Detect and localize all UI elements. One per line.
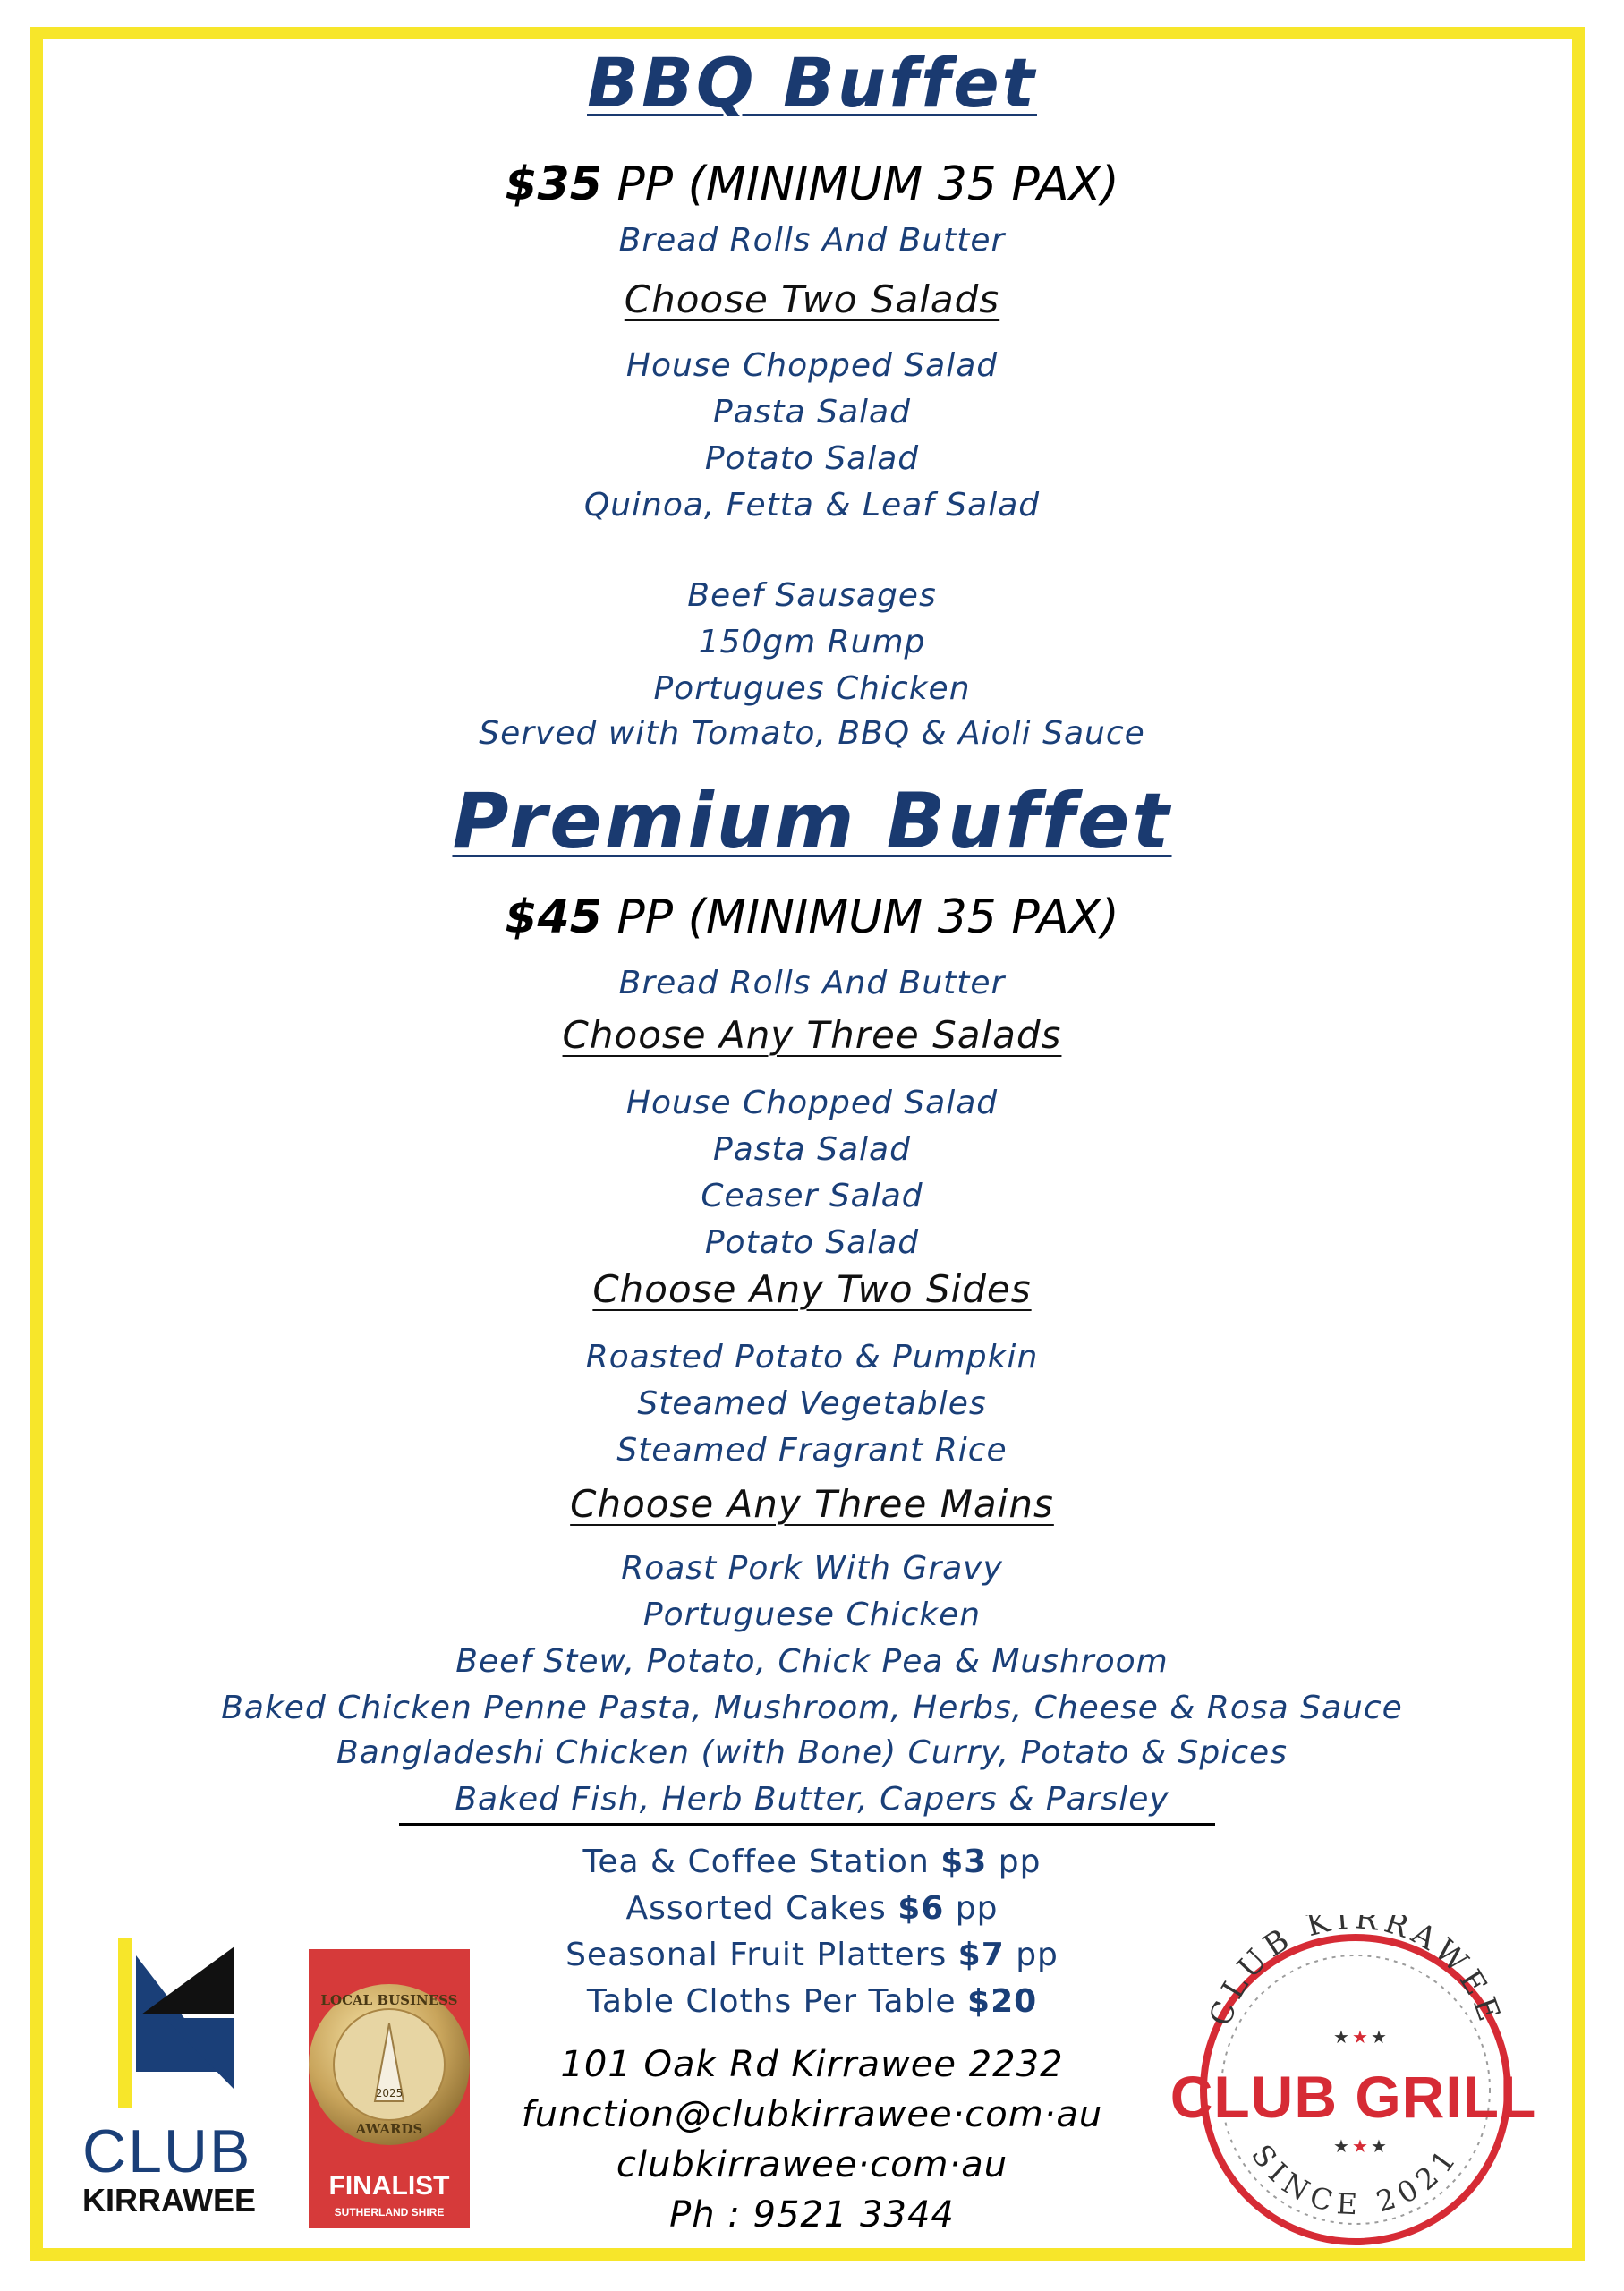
premium-salad-item: Ceaser Salad — [701, 1178, 923, 1214]
premium-salads-heading: Choose Any Three Salads — [562, 1013, 1062, 1057]
contact-email[interactable]: function@clubkirrawee·com·au — [521, 2094, 1103, 2135]
svg-text:★: ★ — [1371, 2026, 1387, 2048]
award-finalist-text: FINALIST — [328, 2171, 450, 2201]
grill-arc-top-text: CLUB KIRRAWEE — [1202, 1915, 1509, 2031]
club-grill-name: CLUB GRILL — [1169, 2064, 1537, 2130]
premium-sides-heading: Choose Any Two Sides — [592, 1267, 1032, 1311]
premium-main-item: Baked Chicken Penne Pasta, Mushroom, Herbs, Cheese & Rosa Sauce — [221, 1690, 1403, 1726]
premium-side-item: Steamed Vegetables — [637, 1385, 987, 1422]
premium-side-item: Roasted Potato & Pumpkin — [585, 1339, 1039, 1375]
extra-item: Table Cloths Per Table $20 — [586, 1983, 1038, 2020]
premium-side-item: Steamed Fragrant Rice — [616, 1432, 1008, 1469]
premium-main-item: Beef Stew, Potato, Chick Pea & Mushroom — [455, 1643, 1169, 1680]
bbq-bread: Bread Rolls And Butter — [618, 222, 1006, 259]
svg-text:CLUB KIRRAWEE — [1203, 1915, 1509, 2031]
award-badge — [309, 1949, 470, 2228]
bbq-salad-item: Potato Salad — [704, 440, 920, 477]
premium-main-item: Bangladeshi Chicken (with Bone) Curry, Potato & Spices — [336, 1734, 1288, 1771]
bbq-salads-heading: Choose Two Salads — [624, 277, 1000, 321]
award-year-text: 2025 — [375, 2087, 404, 2099]
contact-address: 101 Oak Rd Kirrawee 2232 — [560, 2044, 1064, 2085]
svg-text:★: ★ — [1371, 2135, 1387, 2157]
contact-phone: Ph : 9521 3344 — [669, 2194, 955, 2236]
premium-salad-item: Pasta Salad — [713, 1131, 911, 1168]
svg-text:★: ★ — [1333, 2135, 1349, 2157]
kirrawee-word: KIRRAWEE — [82, 2182, 257, 2219]
svg-text:★: ★ — [1352, 2026, 1368, 2048]
premium-main-item: Baked Fish, Herb Butter, Capers & Parsley — [455, 1781, 1169, 1818]
contact-website[interactable]: clubkirrawee·com·au — [616, 2144, 1008, 2185]
club-word: CLUB — [82, 2117, 252, 2185]
bbq-salad-item: Pasta Salad — [713, 394, 911, 430]
premium-salad-item: House Chopped Salad — [625, 1085, 999, 1121]
bbq-main-item: Served with Tomato, BBQ & Aioli Sauce — [479, 715, 1145, 752]
extra-item: Tea & Coffee Station $3 pp — [582, 1844, 1042, 1880]
svg-text:★: ★ — [1333, 2026, 1349, 2048]
award-region-text: SUTHERLAND SHIRE — [334, 2206, 445, 2219]
premium-bread: Bread Rolls And Butter — [618, 965, 1006, 1001]
bbq-salad-item: House Chopped Salad — [625, 347, 999, 384]
premium-main-item: Portuguese Chicken — [642, 1597, 982, 1633]
grill-arc-bottom-text: SINCE 2021 — [1245, 2138, 1467, 2222]
svg-text:★: ★ — [1352, 2135, 1368, 2157]
extra-item: Assorted Cakes $6 pp — [625, 1890, 999, 1927]
bbq-salad-item: Quinoa, Fetta & Leaf Salad — [583, 487, 1041, 524]
award-top-text: LOCAL BUSINESS — [320, 1992, 458, 2008]
premium-price: $45 PP (MINIMUM 35 PAX) — [505, 890, 1119, 944]
premium-mains-heading: Choose Any Three Mains — [570, 1482, 1054, 1526]
club-grill-logo — [1141, 1915, 1566, 2251]
club-kirrawee-logo — [82, 1938, 279, 2224]
divider-rule — [399, 1823, 1215, 1826]
premium-salad-item: Potato Salad — [704, 1224, 920, 1261]
bbq-main-item: Portugues Chicken — [653, 670, 971, 707]
premium-main-item: Roast Pork With Gravy — [621, 1550, 1003, 1587]
extra-item: Seasonal Fruit Platters $7 pp — [565, 1937, 1059, 1973]
bbq-main-item: 150gm Rump — [698, 624, 926, 660]
bbq-price: $35 PP (MINIMUM 35 PAX) — [505, 158, 1119, 211]
premium-title: Premium Buffet — [452, 777, 1172, 866]
award-bottom-text: AWARDS — [355, 2121, 423, 2137]
bbq-main-item: Beef Sausages — [687, 577, 937, 614]
bbq-title: BBQ Buffet — [587, 43, 1037, 123]
kirrawee-k-mark-icon — [82, 1938, 279, 2108]
